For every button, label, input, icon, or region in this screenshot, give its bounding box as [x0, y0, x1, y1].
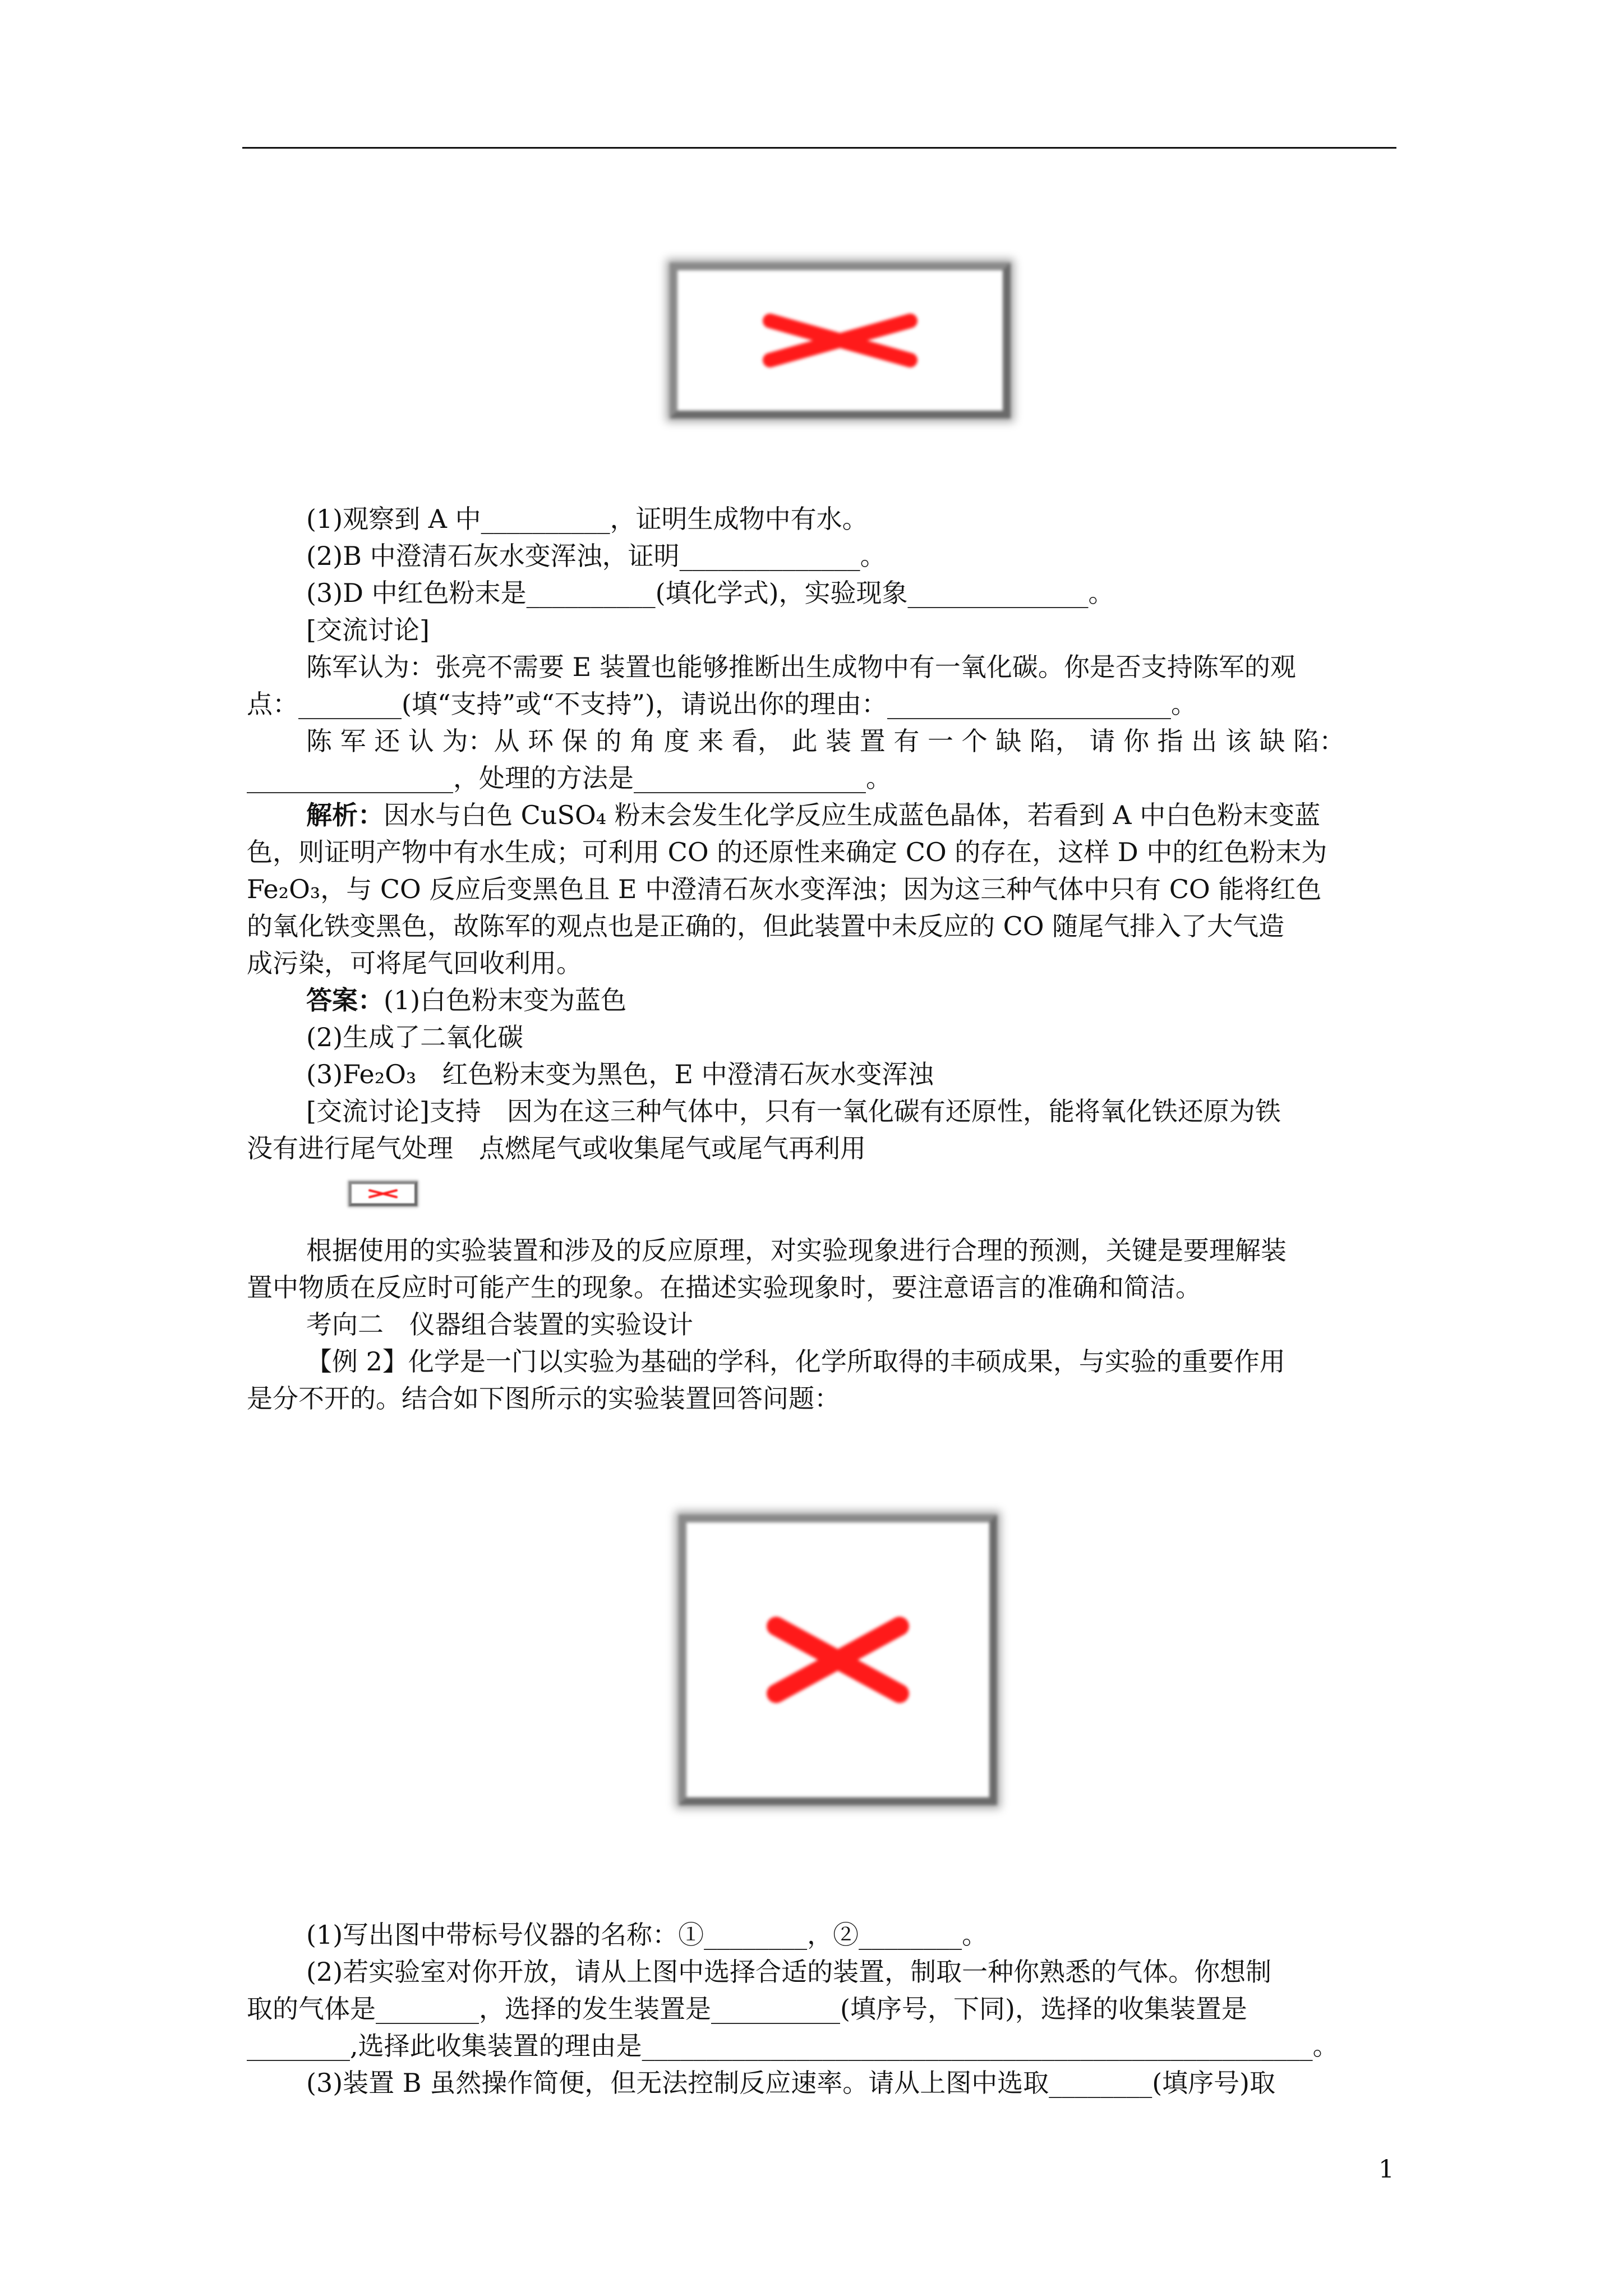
text-line: 是分不开的。结合如下图所示的实验装置回答问题： — [247, 1383, 840, 1414]
text-line: [交流讨论]支持 因为在这三种气体中，只有一氧化碳有还原性，能将氧化铁还原为铁 — [306, 1096, 1281, 1126]
broken-image-figure-1 — [670, 263, 1011, 418]
text-line: (2)若实验室对你开放，请从上图中选择合适的装置，制取一种你熟悉的气体。你想制 — [306, 1957, 1272, 1987]
text-line: (2)生成了二氧化碳 — [306, 1022, 524, 1052]
text-line: 色，则证明产物中有水生成；可利用 CO 的还原性来确定 CO 的存在，这样 D 中的红色粉末为 — [247, 837, 1327, 867]
text-line: (1)观察到 A 中__________，证明生成物中有水。 — [306, 504, 868, 534]
text-line: 取的气体是________，选择的发生装置是__________(填序号，下同)，选择的收集装置是 — [247, 1994, 1247, 2024]
text-line: ________________，处理的方法是__________________。 — [247, 763, 892, 793]
text-line: 因水与白色 CuSO₄ 粉末会发生化学反应生成蓝色晶体，若看到 A 中白色粉末变蓝 — [384, 800, 1321, 830]
text-line: 陈军认为：张亮不需要 E 装置也能够推断出生成物中有一氧化碳。你是否支持陈军的观 — [306, 652, 1296, 682]
text-line: 置中物质在反应时可能产生的现象。在描述实验现象时，要注意语言的准确和简洁。 — [247, 1272, 1201, 1303]
analysis-paragraph-start — [306, 797, 1320, 834]
text-line: Fe₂O₃，与 CO 反应后变黑色且 E 中澄清石灰水变浑浊；因为这三种气体中只有 CO 能将红色 — [247, 874, 1322, 904]
text-line: 的氧化铁变黑色，故陈军的观点也是正确的，但此装置中未反应的 CO 随尾气排入了大气造 — [247, 911, 1285, 941]
answer-label: 答案： — [306, 985, 384, 1015]
text-line: (1)白色粉末变为蓝色 — [384, 985, 627, 1015]
analysis-label: 解析： — [306, 800, 384, 830]
text-line: 没有进行尾气处理 点燃尾气或收集尾气或尾气再利用 — [247, 1133, 866, 1163]
text-line: 点：________(填“支持”或“不支持”)，请说出你的理由：______________________。 — [247, 689, 1197, 719]
page-number: 1 — [1378, 2155, 1394, 2184]
text-line: (3)D 中红色粉末是__________(填化学式)，实验现象______________。 — [306, 578, 1114, 608]
text-line: 根据使用的实验装置和涉及的反应原理，对实验现象进行合理的预测，关键是要理解装 — [306, 1235, 1287, 1266]
text-line: ________,选择此收集装置的理由是____________________________________________________。 — [247, 2031, 1339, 2061]
text-line: (1)写出图中带标号仪器的名称：①________，②________。 — [306, 1920, 988, 1950]
broken-image-figure-2 — [679, 1515, 997, 1805]
text-line: (3)Fe₂O₃ 红色粉末变为黑色，E 中澄清石灰水变浑浊 — [306, 1059, 934, 1089]
header-rule — [242, 147, 1396, 149]
broken-image-icon — [759, 310, 921, 371]
broken-image-inline — [349, 1181, 417, 1206]
text-line: 成污染，可将尾气回收利用。 — [247, 948, 582, 978]
text-line: (2)B 中澄清石灰水变浑浊，证明______________。 — [306, 541, 886, 571]
text-line: (3)装置 B 虽然操作简便，但无法控制反应速率。请从上图中选取________(填序号)取 — [306, 2068, 1276, 2098]
text-line: 陈 军 还 认 为：从 环 保 的 角 度 来 看， 此 装 置 有 一 个 缺 陷， 请 你 指 出 该 缺 陷： — [306, 726, 1345, 756]
text-line: [交流讨论] — [306, 615, 430, 645]
broken-image-icon — [765, 1615, 911, 1705]
section-heading: 考向二 仪器组合装置的实验设计 — [306, 1309, 693, 1340]
text-line: 【例 2】化学是一门以实验为基础的学科，化学所取得的丰硕成果，与实验的重要作用 — [306, 1346, 1285, 1377]
answer-paragraph-start — [306, 982, 626, 1019]
broken-image-icon — [367, 1189, 399, 1199]
